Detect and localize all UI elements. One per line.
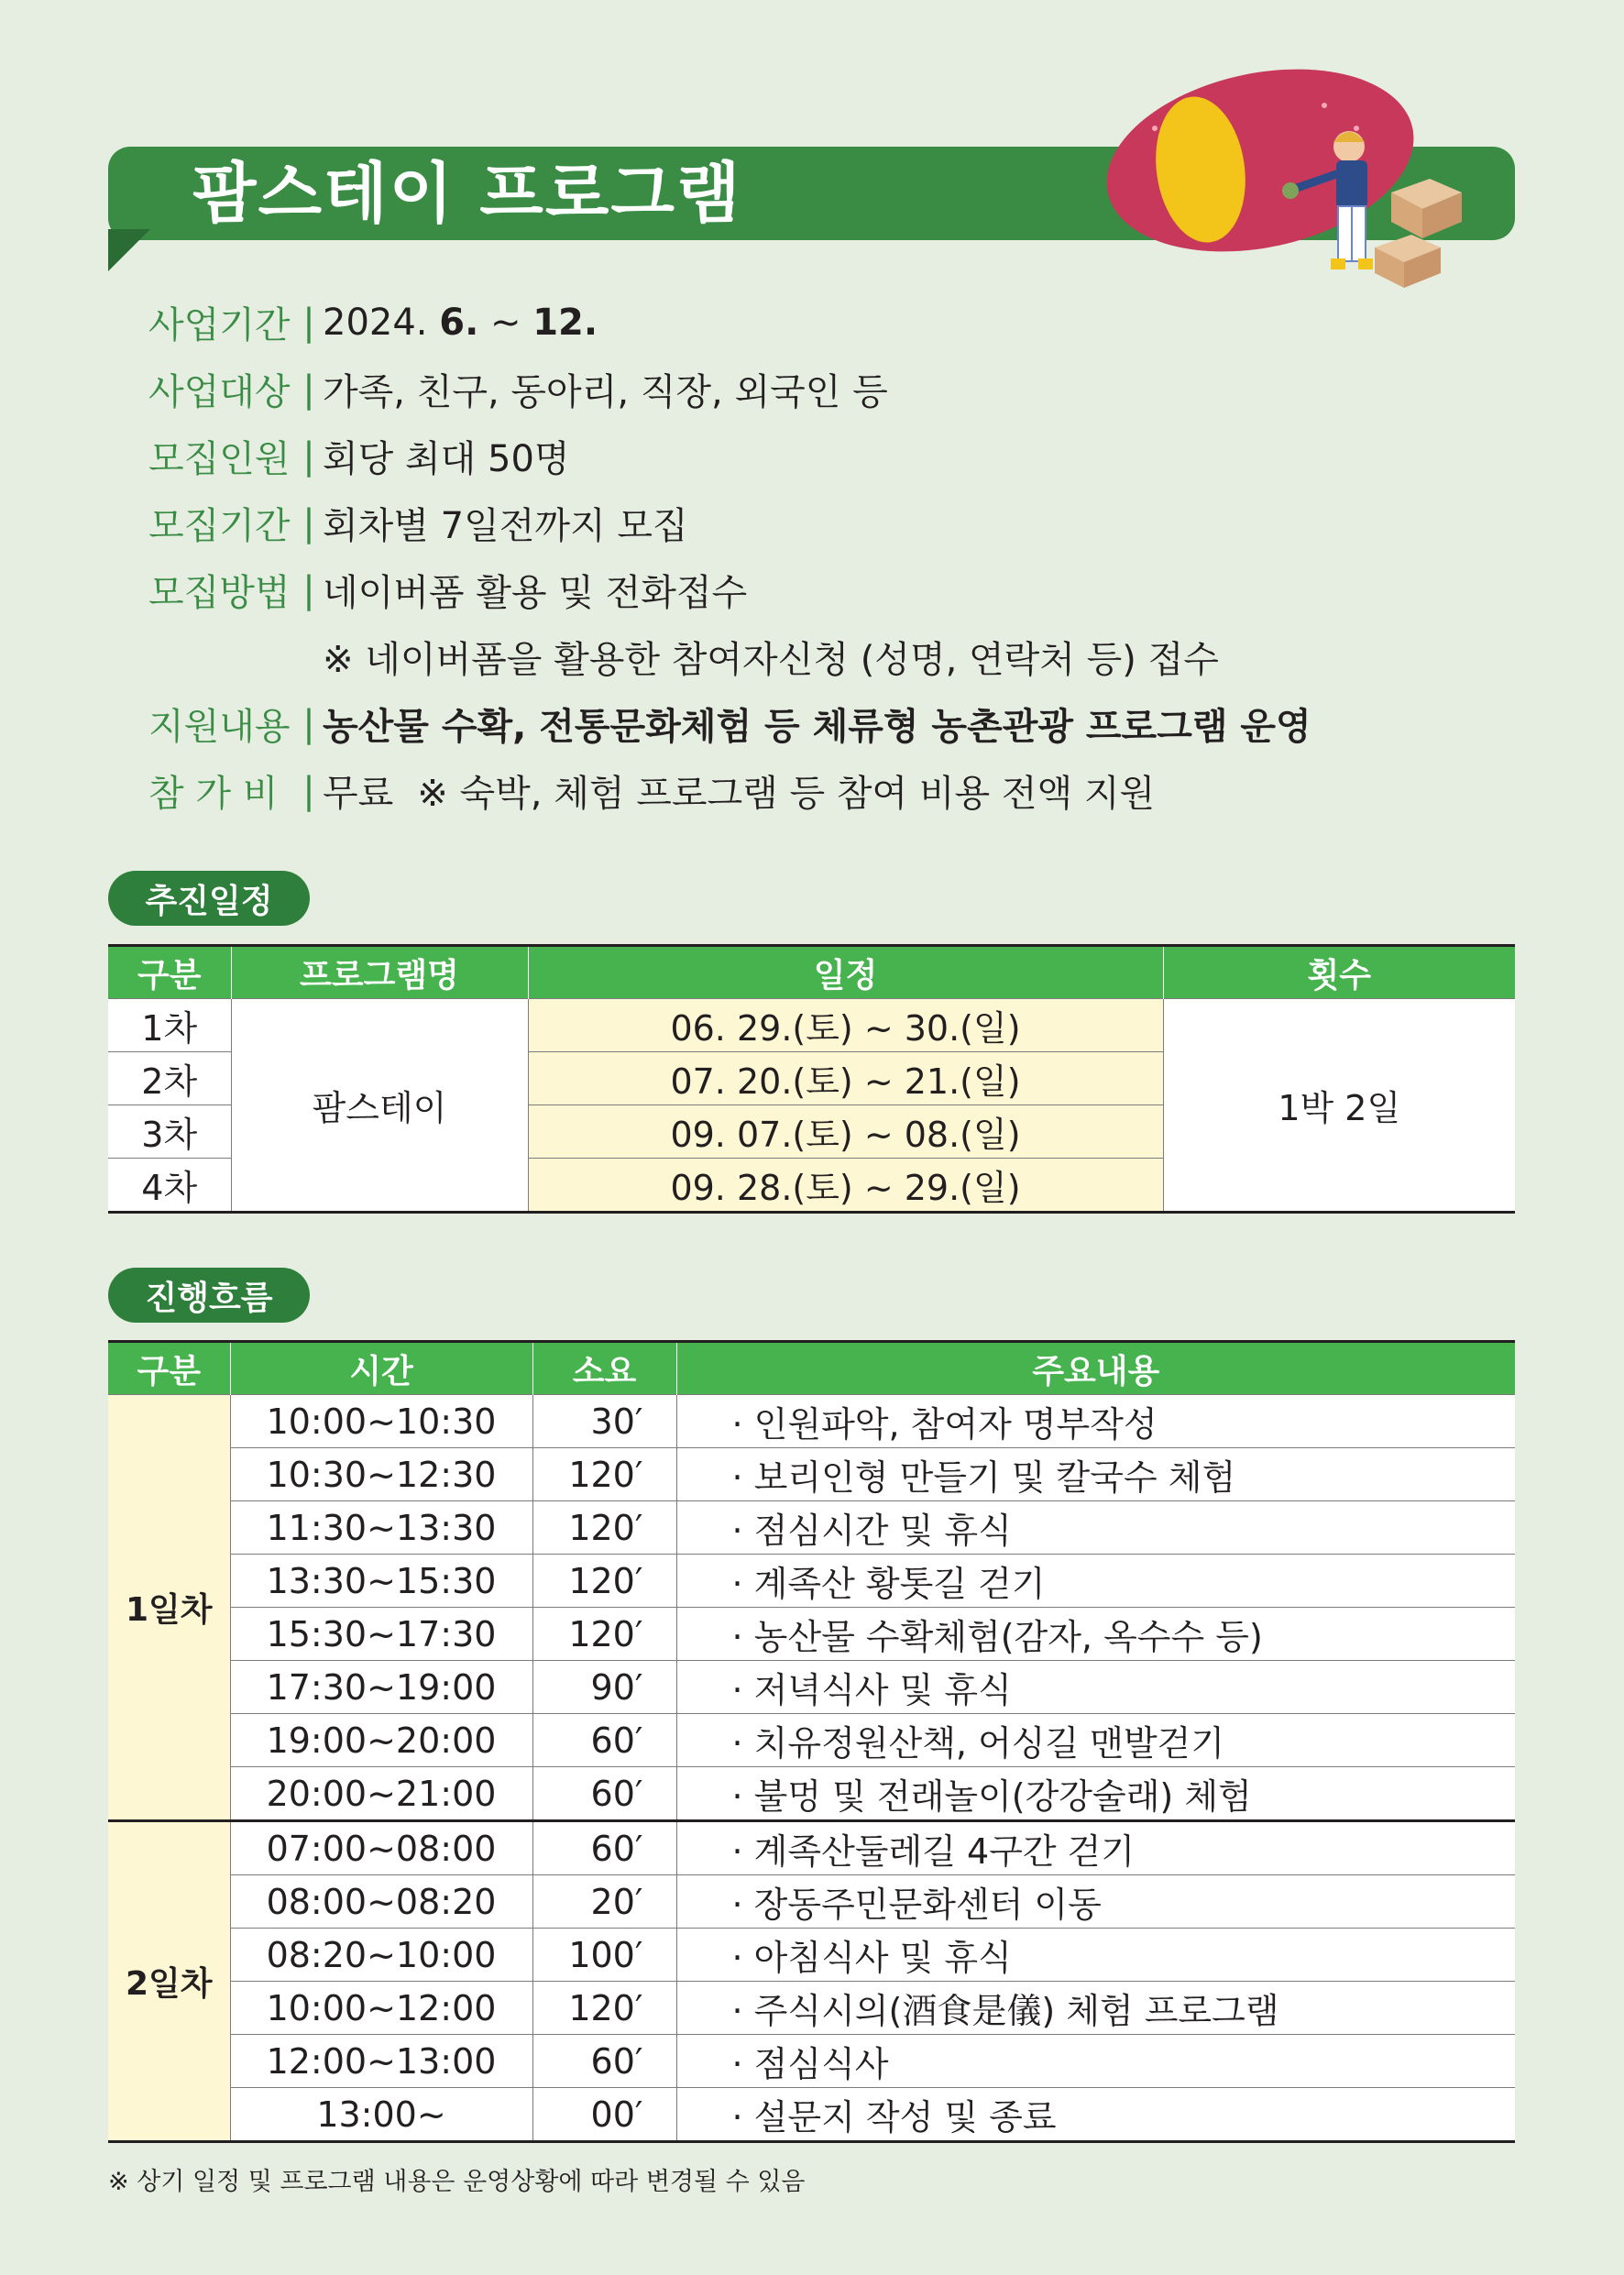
time-cell: 10:00~12:00: [230, 1982, 532, 2035]
table-row: [108, 1448, 1515, 1501]
program-name-cell: 팜스테이: [231, 999, 528, 1213]
content-cell: · 계족산 황톳길 걷기: [676, 1555, 1515, 1608]
farmer-sweet-potato-illustration: [1100, 55, 1485, 293]
table-row: [108, 2088, 1515, 2142]
table-row: [108, 1395, 1515, 1448]
content-cell: · 아침식사 및 휴식: [676, 1929, 1515, 1982]
content-cell: · 주식시의(酒食是儀) 체험 프로그램: [676, 1982, 1515, 2035]
info-target: 사업대상 | 가족, 친구, 동아리, 직장, 외국인 등: [148, 368, 888, 413]
time-cell: 13:30~15:30: [230, 1555, 532, 1608]
duration-cell: 120′: [532, 1982, 676, 2035]
table-row: [108, 1608, 1515, 1661]
banner-fold: [108, 229, 150, 271]
day-label-cell: 1일차: [108, 1395, 230, 1821]
time-cell: 08:20~10:00: [230, 1929, 532, 1982]
round-cell: 1차: [108, 999, 231, 1052]
time-cell: 08:00~08:20: [230, 1875, 532, 1929]
col-header-day: 구분: [108, 1342, 230, 1395]
table-row: [108, 1982, 1515, 2035]
time-cell: 11:30~13:30: [230, 1501, 532, 1555]
table-row: [108, 1767, 1515, 1821]
col-header-duration: 소요: [532, 1342, 676, 1395]
content-cell: · 인원파악, 참여자 명부작성: [676, 1395, 1515, 1448]
flow-section-title: 진행흐름: [108, 1268, 310, 1323]
day-label-cell: 2일차: [108, 1821, 230, 2142]
info-recruit-period: 모집기간 | 회차별 7일전까지 모집: [148, 501, 688, 547]
time-cell: 10:00~10:30: [230, 1395, 532, 1448]
boxes: [1375, 179, 1462, 288]
duration-cell: 60′: [532, 1821, 676, 1875]
time-cell: 17:30~19:00: [230, 1661, 532, 1714]
duration-cell: 00′: [532, 2088, 676, 2142]
count-cell: 1박 2일: [1163, 999, 1515, 1213]
content-cell: · 점심식사: [676, 2035, 1515, 2088]
content-cell: · 저녁식사 및 휴식: [676, 1661, 1515, 1714]
time-cell: 15:30~17:30: [230, 1608, 532, 1661]
program-info: [148, 289, 1523, 824]
schedule-table: [108, 944, 1515, 1214]
col-header-round: 구분: [108, 946, 231, 999]
table-row: [108, 2035, 1515, 2088]
duration-cell: 120′: [532, 1448, 676, 1501]
date-cell: 06. 29.(토) ~ 30.(일): [528, 999, 1163, 1052]
duration-cell: 20′: [532, 1875, 676, 1929]
sweet-potato-shape: [1100, 55, 1431, 278]
time-cell: 10:30~12:30: [230, 1448, 532, 1501]
info-capacity: 모집인원 | 회당 최대 50명: [148, 434, 570, 480]
info-method-note: ※ 네이버폼을 활용한 참여자신청 (성명, 연락처 등) 접수: [323, 639, 1219, 681]
date-cell: 07. 20.(토) ~ 21.(일): [528, 1052, 1163, 1105]
flow-table: [108, 1340, 1515, 2143]
table-row: [108, 1555, 1515, 1608]
time-cell: 13:00~: [230, 2088, 532, 2142]
content-cell: · 계족산둘레길 4구간 걷기: [676, 1821, 1515, 1875]
date-cell: 09. 07.(토) ~ 08.(일): [528, 1105, 1163, 1159]
table-row: [108, 1714, 1515, 1767]
info-period: 사업기간 | 2024. 6. ~ 12.: [148, 301, 598, 346]
footnote: ※ 상기 일정 및 프로그램 내용은 운영상황에 따라 변경될 수 있음: [108, 2168, 806, 2196]
duration-cell: 120′: [532, 1555, 676, 1608]
table-row: [108, 1821, 1515, 1875]
schedule-header-row: [108, 946, 1515, 999]
duration-cell: 120′: [532, 1608, 676, 1661]
round-cell: 3차: [108, 1105, 231, 1159]
table-row: [108, 999, 1515, 1052]
table-row: [108, 1929, 1515, 1982]
date-cell: 09. 28.(토) ~ 29.(일): [528, 1159, 1163, 1213]
page-title: 팜스테이 프로그램: [192, 155, 742, 232]
duration-cell: 90′: [532, 1661, 676, 1714]
info-support: 지원내용 | 농산물 수확, 전통문화체험 등 체류형 농촌관광 프로그램 운영: [148, 702, 1311, 748]
col-header-program: 프로그램명: [231, 946, 528, 999]
col-header-content: 주요내용: [676, 1342, 1515, 1395]
table-row: [108, 1875, 1515, 1929]
table-row: [108, 1501, 1515, 1555]
col-header-count: 횟수: [1163, 946, 1515, 999]
content-cell: · 점심시간 및 휴식: [676, 1501, 1515, 1555]
schedule-section-title: 추진일정: [108, 871, 310, 926]
info-fee: 참 가 비 | 무료 ※ 숙박, 체험 프로그램 등 참여 비용 전액 지원: [148, 769, 1156, 815]
content-cell: · 불멍 및 전래놀이(강강술래) 체험: [676, 1767, 1515, 1821]
round-cell: 4차: [108, 1159, 231, 1213]
time-cell: 19:00~20:00: [230, 1714, 532, 1767]
duration-cell: 60′: [532, 1714, 676, 1767]
time-cell: 07:00~08:00: [230, 1821, 532, 1875]
duration-cell: 60′: [532, 2035, 676, 2088]
table-row: [108, 1661, 1515, 1714]
info-method: 모집방법 | 네이버폼 활용 및 전화접수: [148, 568, 748, 614]
time-cell: 20:00~21:00: [230, 1767, 532, 1821]
duration-cell: 100′: [532, 1929, 676, 1982]
content-cell: · 장동주민문화센터 이동: [676, 1875, 1515, 1929]
col-header-time: 시간: [230, 1342, 532, 1395]
content-cell: · 보리인형 만들기 및 칼국수 체험: [676, 1448, 1515, 1501]
time-cell: 12:00~13:00: [230, 2035, 532, 2088]
flow-header-row: [108, 1342, 1515, 1395]
duration-cell: 30′: [532, 1395, 676, 1448]
col-header-date: 일정: [528, 946, 1163, 999]
round-cell: 2차: [108, 1052, 231, 1105]
content-cell: · 치유정원산책, 어싱길 맨발걷기: [676, 1714, 1515, 1767]
content-cell: · 농산물 수확체험(감자, 옥수수 등): [676, 1608, 1515, 1661]
duration-cell: 60′: [532, 1767, 676, 1821]
duration-cell: 120′: [532, 1501, 676, 1555]
flow-table-body: [108, 1395, 1515, 2142]
content-cell: · 설문지 작성 및 종료: [676, 2088, 1515, 2142]
